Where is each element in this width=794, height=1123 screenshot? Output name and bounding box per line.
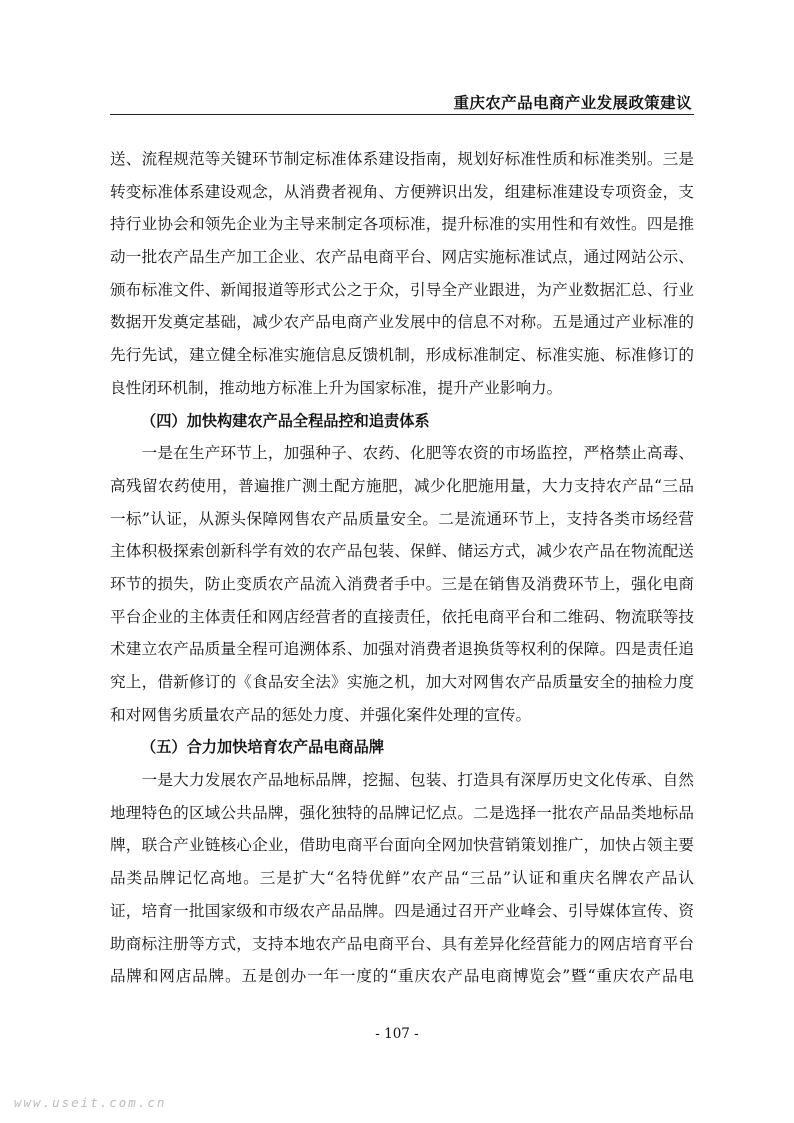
section-heading: （四）加快构建农产品全程品控和追责体系: [141, 411, 430, 430]
text-line: 品类品牌记忆高地。三是扩大“名特优鲜”农产品“三品”认证和重庆名牌农产品认: [110, 869, 694, 888]
text-line: 主体积极探索创新科学有效的农产品包装、保鲜、储运方式，减少农产品在物流配送: [110, 542, 694, 561]
body-text: [110, 143, 694, 993]
text-line: 先行先试，建立健全标准实施信息反馈机制，形成标准制定、标准实施、标准修订的: [110, 346, 694, 365]
text-line: 环节的损失，防止变质农产品流入消费者手中。三是在销售及消费环节上，强化电商: [110, 574, 694, 593]
text-line: 送、流程规范等关键环节制定标准体系建设指南，规划好标准性质和标准类别。三是: [110, 150, 694, 168]
text-line: 持行业协会和领先企业为主导来制定各项标准，提升标准的实用性和有效性。四是推: [110, 215, 694, 234]
text-line: 数据开发奠定基础，减少农产品电商产业发展中的信息不对称。五是通过产业标准的: [110, 313, 694, 332]
text-line: 助商标注册等方式，支持本地农产品电商平台、具有差异化经营能力的网店培育平台: [110, 934, 694, 953]
text-line: 一是在生产环节上，加强种子、农药、化肥等农资的市场监控，严格禁止高毒、: [110, 444, 694, 463]
running-header-title: 重庆农产品电商产业发展政策建议: [453, 94, 692, 112]
section-heading: （五）合力加快培育农产品电商品牌: [141, 738, 384, 757]
text-line: 动一批农产品生产加工企业、农产品电商平台、网店实施标准试点，通过网站公示、: [110, 248, 694, 267]
text-line: 高残留农药使用，普遍推广测土配方施肥，减少化肥施用量，大力支持农产品“三品: [110, 476, 694, 495]
text-line: 良性闭环机制，推动地方标准上升为国家标准，提升产业影响力。: [110, 378, 563, 397]
text-line: 和对网售劣质量农产品的惩处力度、并强化案件处理的宣传。: [110, 705, 532, 724]
text-line: 地理特色的区域公共品牌，强化独特的品牌记忆点。二是选择一批农产品品类地标品: [110, 803, 694, 822]
text-line: 术建立农产品质量全程可追溯体系、加强对消费者退换货等权利的保障。四是责任追: [110, 640, 694, 659]
text-line: 牌，联合产业链核心企业，借助电商平台面向全网加快营销策划推广，加快占领主要: [110, 836, 694, 855]
text-line: 究上，借新修订的《食品安全法》实施之机，加大对网售农产品质量安全的抽检力度: [110, 673, 694, 691]
text-line: 一标”认证，从源头保障网售农产品质量安全。二是流通环节上，支持各类市场经营: [110, 509, 694, 528]
page-header: [110, 80, 694, 115]
text-line: 平台企业的主体责任和网店经营者的直接责任，依托电商平台和二维码、物流联等技: [110, 607, 694, 626]
text-line: 颁布标准文件、新闻报道等形式公之于众，引导全产业跟进，为产业数据汇总、行业: [110, 280, 694, 299]
page-number: - 107 -: [375, 1026, 419, 1042]
text-line: 一是大力发展农产品地标品牌，挖掘、包装、打造具有深厚历史文化传承、自然: [110, 771, 694, 790]
text-line: 转变标准体系建设观念，从消费者视角、方便辨识出发，组建标准建设专项资金，支: [110, 182, 694, 201]
text-line: 品牌和网店品牌。五是创办一年一度的“重庆农产品电商博览会”暨“重庆农产品电: [110, 967, 694, 986]
watermark: www.useit.com.cn: [14, 1095, 167, 1110]
text-line: 证，培育一批国家级和市级农产品品牌。四是通过召开产业峰会、引导媒体宣传、资: [110, 901, 694, 920]
